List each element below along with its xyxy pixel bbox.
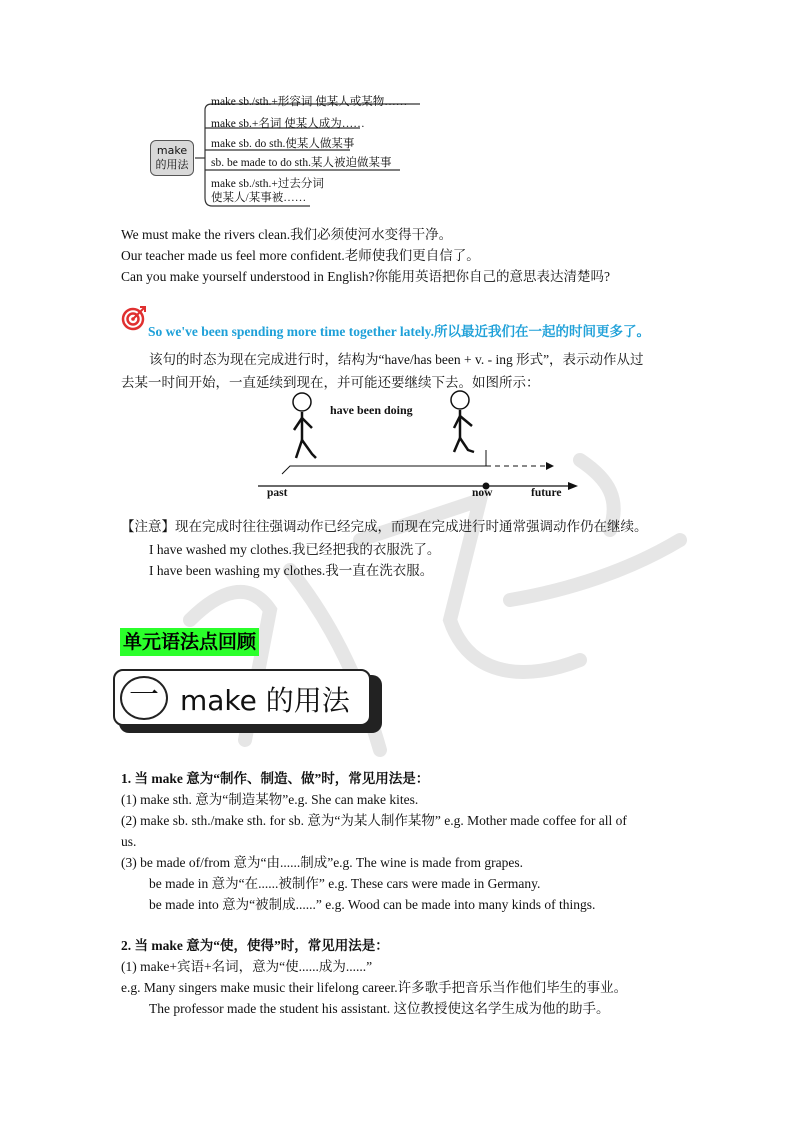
usage1-line: be made into 意为“被制成......” e.g. Wood can be made into many kinds of things.: [149, 897, 596, 912]
usage2-line: (1) make+宾语+名词，意为“使......成为......”: [121, 959, 373, 974]
mindmap-root: [150, 140, 194, 176]
mindmap-item: 使某人/某事被……: [211, 192, 307, 204]
timeline-now: now: [472, 487, 493, 499]
target-icon: [121, 305, 147, 331]
key-sentence: So we've been spending more time together lately.所以最近我们在一起的时间更多了。: [148, 324, 650, 339]
example-sentence: Our teacher made us feel more confident.老师使我们更自信了。: [121, 248, 480, 263]
timeline-past: past: [267, 487, 288, 499]
usage1-line: us.: [121, 834, 137, 849]
mindmap-item: make sb./sth.+形容词 使某人或某物……: [211, 96, 408, 108]
pill-number: 一: [120, 676, 168, 720]
explanation-line1: 该句的时态为现在完成进行时，结构为“have/has been + v. - ing 形式”，表示动作从过: [149, 352, 644, 367]
usage2-line: e.g. Many singers make music their lifelong career.许多歌手把音乐当作他们毕生的事业。: [121, 980, 628, 995]
mindmap-item: make sb./sth.+过去分词: [211, 178, 324, 190]
note-example: I have washed my clothes.我已经把我的衣服洗了。: [149, 542, 441, 557]
pill-title: make 的用法: [180, 684, 350, 717]
example-sentence: Can you make yourself understood in English?你能用英语把你自己的意思表达清楚吗?: [121, 269, 610, 284]
example-sentence: We must make the rivers clean.我们必须使河水变得干净。: [121, 227, 453, 242]
mindmap-item: sb. be made to do sth.某人被迫做某事: [211, 157, 392, 169]
mindmap-root-line1: make: [156, 144, 188, 157]
usage1-line: (2) make sb. sth./make sth. for sb. 意为“为某人制作某物” e.g. Mother made coffee for all of: [121, 813, 627, 828]
usage2-heading: 2. 当 make 意为“使，使得”时，常见用法是：: [121, 938, 389, 953]
timeline-future: future: [531, 487, 562, 499]
usage1-line: (3) be made of/from 意为“由......制成”e.g. The wine is made from grapes.: [121, 855, 524, 870]
usage1-line: (1) make sth. 意为“制造某物”e.g. She can make kites.: [121, 792, 419, 807]
note-text: 【注意】现在完成时往往强调动作已经完成，而现在完成进行时通常强调动作仍在继续。: [121, 519, 648, 534]
usage2-line: The professor made the student his assistant. 这位教授使这名学生成为他的助手。: [149, 1001, 610, 1016]
section-heading: 单元语法点回顾: [120, 628, 259, 656]
mindmap-root-line2: 的用法: [155, 158, 189, 171]
note-example: I have been washing my clothes.我一直在洗衣服。: [149, 563, 434, 578]
mindmap-item: make sb. do sth.使某人做某事: [211, 138, 355, 150]
explanation-line2: 去某一时间开始，一直延续到现在，并可能还要继续下去。如图所示：: [121, 375, 540, 390]
usage1-line: be made in 意为“在......被制作” e.g. These cars were made in Germany.: [149, 876, 541, 891]
timeline-label: have been doing: [330, 403, 413, 417]
explanation: [121, 348, 681, 394]
usage1-heading: 1. 当 make 意为“制作、制造、做”时，常见用法是：: [121, 771, 430, 786]
mindmap-item: make sb.+名词 使某人成为……: [211, 118, 365, 130]
